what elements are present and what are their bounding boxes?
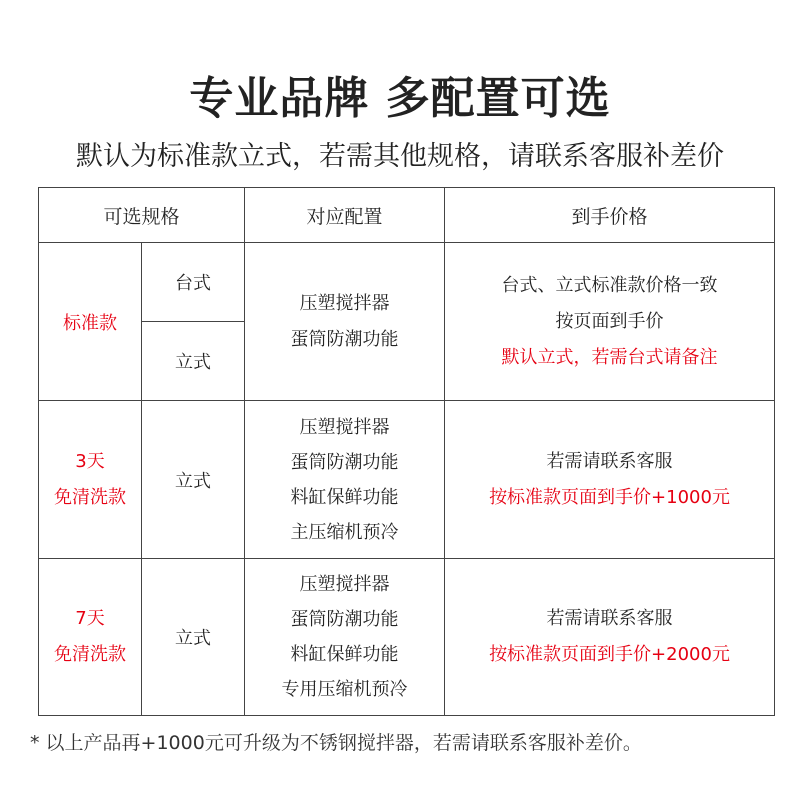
config-item: 蛋筒防潮功能 <box>290 609 399 630</box>
footnote: * 以上产品再+1000元可升级为不锈钢搅拌器，若需请联系客服补差价。 <box>30 732 642 754</box>
three-day-config <box>245 401 445 559</box>
seven-day-name <box>39 559 142 716</box>
config-item: 料缸保鲜功能 <box>290 644 399 665</box>
page-title: 专业品牌 多配置可选 <box>189 73 611 124</box>
three-day-name <box>39 401 142 559</box>
header-spec: 可选规格 <box>39 188 245 243</box>
price-note: 按标准款页面到手价+2000元 <box>489 644 730 665</box>
config-item: 压塑搅拌器 <box>299 292 390 314</box>
name-line: 免清洗款 <box>54 486 126 508</box>
three-day-sub: 立式 <box>142 401 245 559</box>
config-item: 压塑搅拌器 <box>299 574 390 595</box>
config-item: 蛋筒防潮功能 <box>290 451 399 473</box>
spec-table <box>38 187 775 716</box>
standard-config <box>245 243 445 401</box>
standard-name: 标准款 <box>39 243 142 401</box>
header-price: 到手价格 <box>445 188 775 243</box>
config-item: 料缸保鲜功能 <box>290 486 399 508</box>
table-header-row <box>39 188 775 243</box>
seven-day-config <box>245 559 445 716</box>
price-note: 按标准款页面到手价+1000元 <box>489 486 730 508</box>
price-note: 默认立式，若需台式请备注 <box>501 346 718 368</box>
table-row-seven-day <box>39 559 775 716</box>
config-item: 专用压缩机预冷 <box>281 679 408 700</box>
price-line: 台式、立式标准款价格一致 <box>501 274 718 296</box>
seven-day-sub: 立式 <box>142 559 245 716</box>
standard-sub-table: 台式 <box>142 243 245 322</box>
config-item: 主压缩机预冷 <box>290 521 399 543</box>
config-item: 蛋筒防潮功能 <box>290 328 399 350</box>
standard-price <box>445 243 775 401</box>
table-row-standard-a <box>39 243 775 322</box>
standard-sub-vertical: 立式 <box>142 322 245 401</box>
table-row-three-day <box>39 401 775 559</box>
name-line: 7天 <box>75 608 105 629</box>
name-line: 3天 <box>75 450 105 472</box>
three-day-price <box>445 401 775 559</box>
page-subtitle: 默认为标准款立式，若需其他规格，请联系客服补差价 <box>76 141 724 172</box>
price-line: 按页面到手价 <box>555 310 664 332</box>
price-line: 若需请联系客服 <box>546 450 673 472</box>
header-config: 对应配置 <box>245 188 445 243</box>
config-item: 压塑搅拌器 <box>299 416 390 438</box>
price-line: 若需请联系客服 <box>546 608 673 629</box>
seven-day-price <box>445 559 775 716</box>
name-line: 免清洗款 <box>54 644 126 665</box>
